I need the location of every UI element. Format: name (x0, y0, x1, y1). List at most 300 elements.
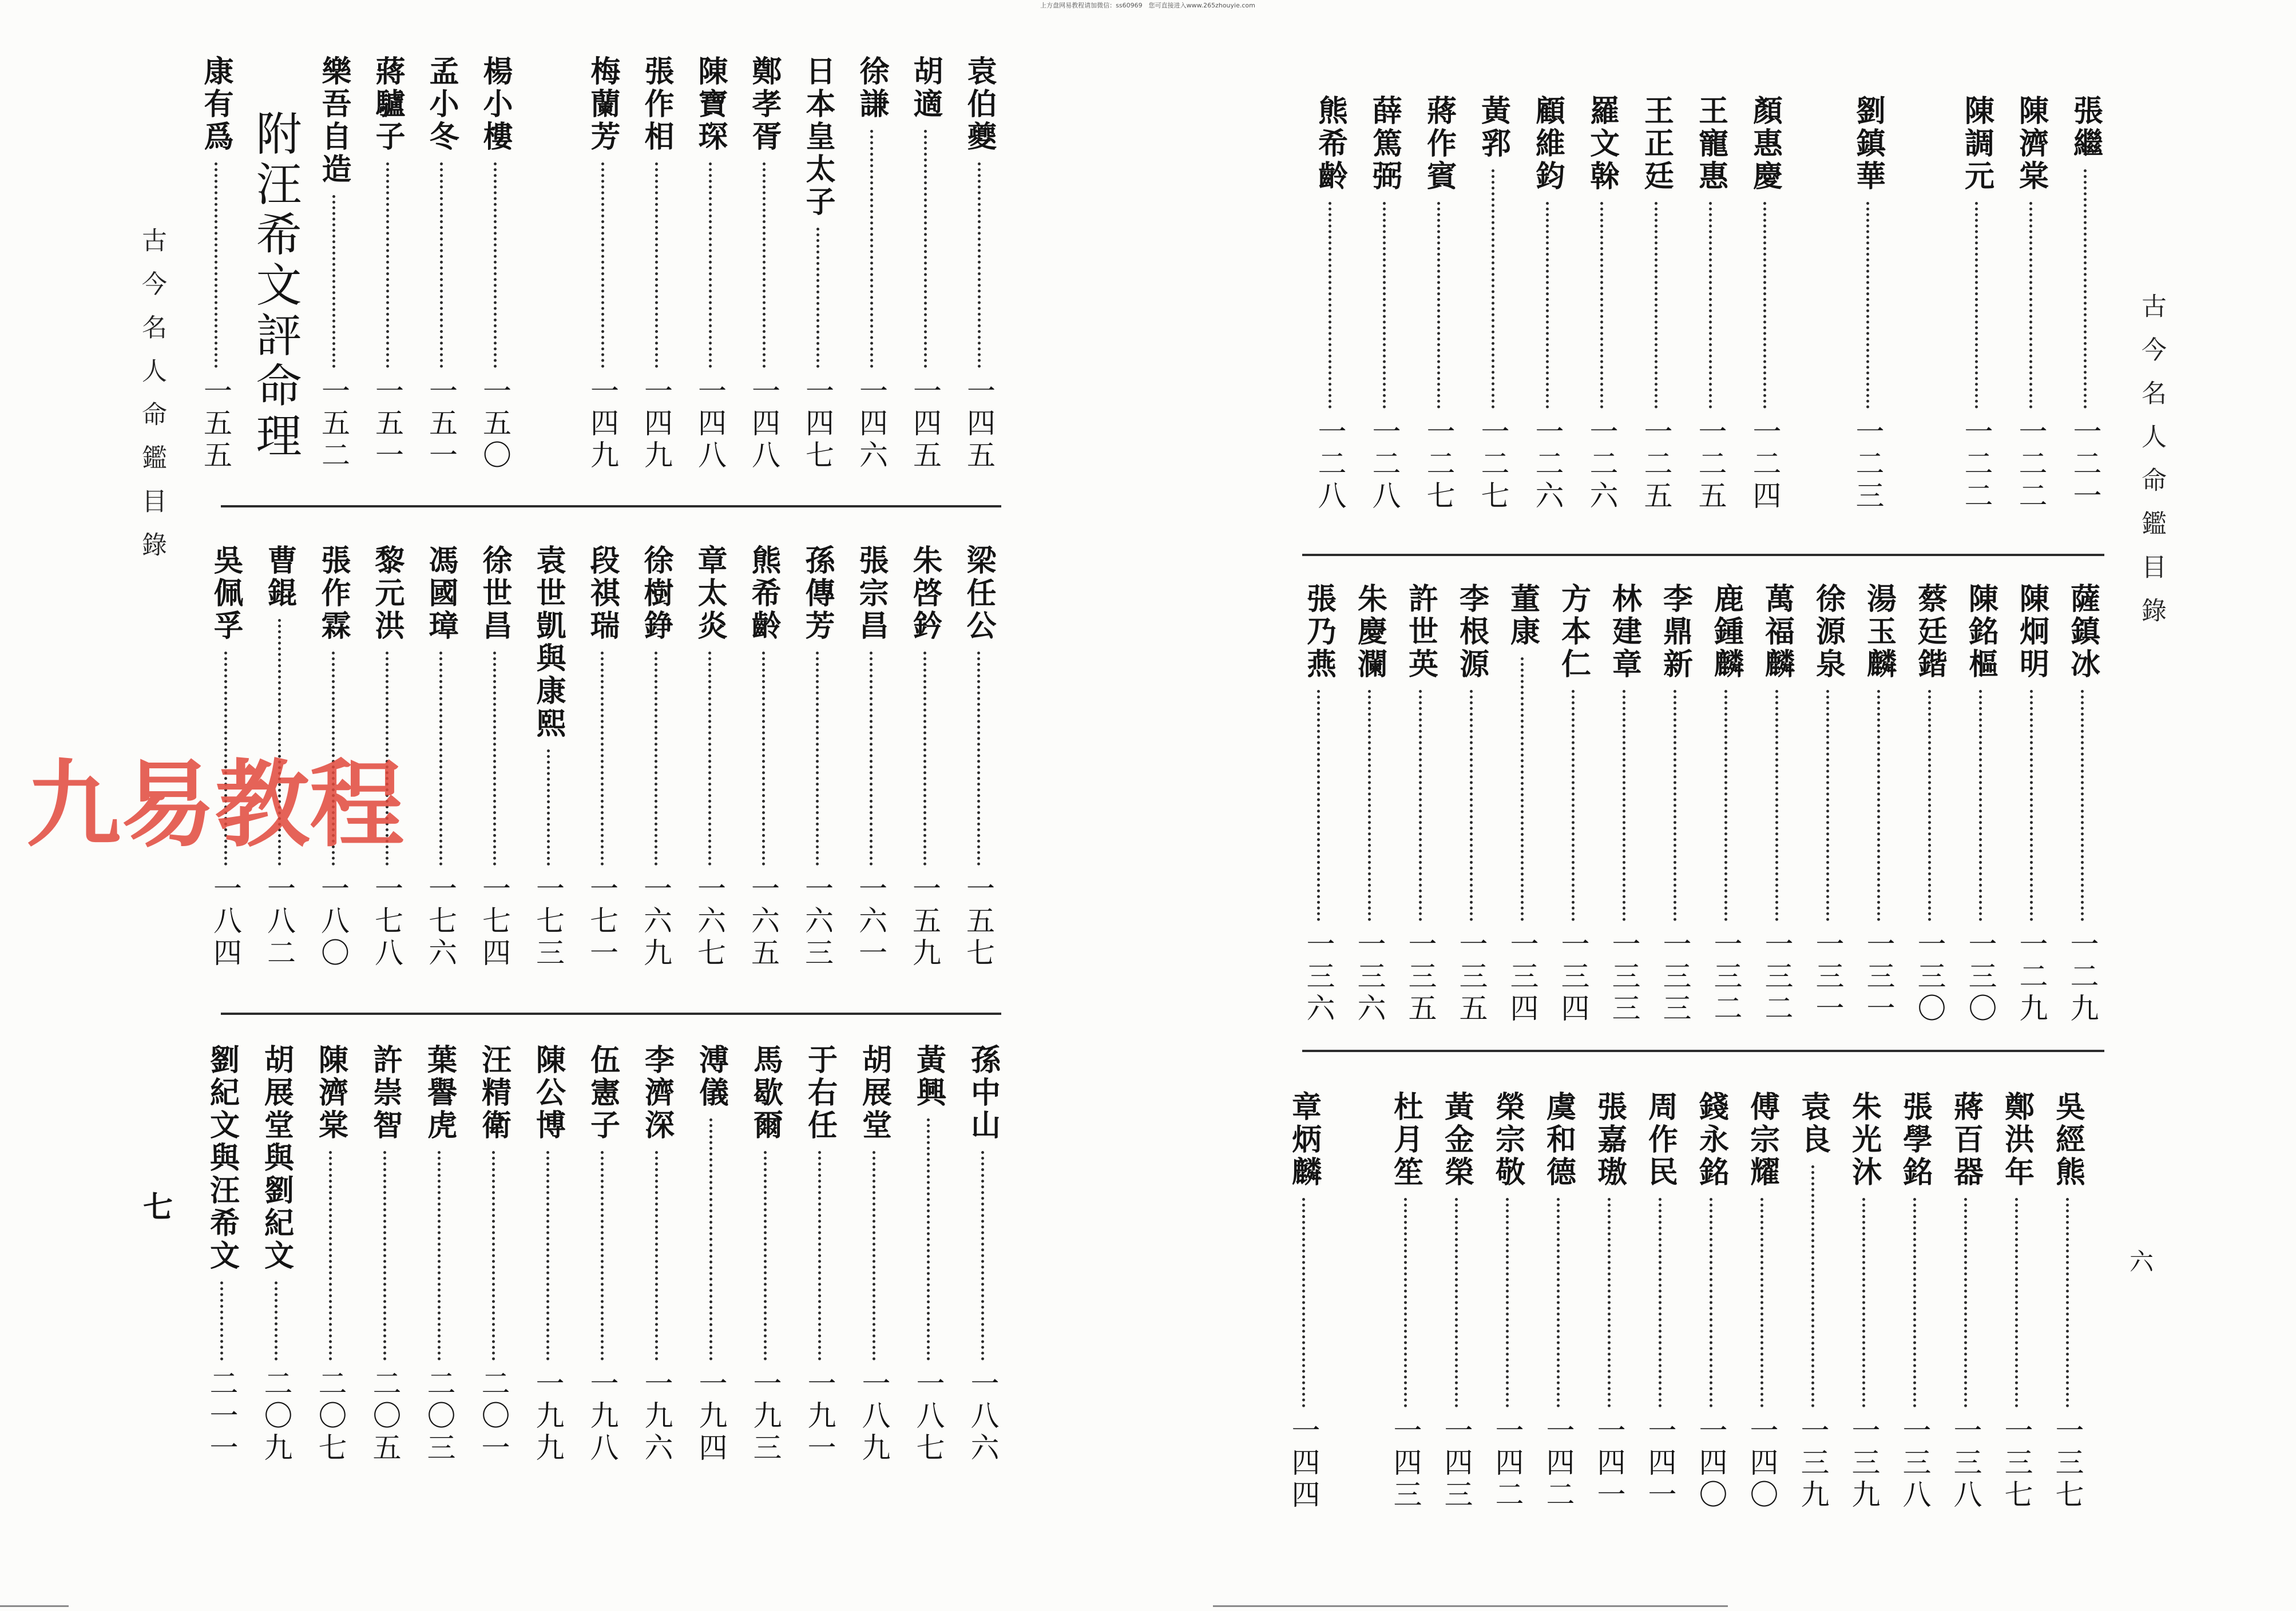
entry-name: 于右任 (802, 1044, 838, 1142)
entry-name: 樂吾自造 (316, 55, 351, 186)
entry-page-number: 一二九 (2015, 929, 2048, 1025)
toc-section (195, 1044, 1010, 1465)
entry-page-number: 一三三 (1607, 929, 1641, 1025)
toc-entry (360, 55, 414, 472)
leader-dots (383, 1151, 386, 1360)
running-title: 古今名人命鑑目錄 (2137, 293, 2166, 641)
entry-name: 吳經熊 (2050, 1091, 2085, 1189)
entry-page-number: 一二四 (1748, 416, 1782, 513)
entry-page-number: 二〇九 (259, 1368, 293, 1465)
toc-entry (1838, 1091, 1889, 1511)
entry-name: 李根源 (1454, 583, 1489, 681)
toc-entry (1482, 1091, 1533, 1511)
entry-page-number: 一三七 (2051, 1415, 2084, 1511)
toc-entry (629, 55, 683, 472)
entry-page-number: 一六七 (693, 874, 726, 970)
leader-dots (275, 1281, 277, 1360)
entry-name: 劉鎮華 (1850, 95, 1886, 193)
toc-entry (790, 545, 844, 970)
entry-name: 袁伯夔 (962, 55, 997, 153)
toc-entry (1599, 583, 1649, 1025)
leader-dots (1608, 1198, 1611, 1407)
leader-dots (1383, 202, 1386, 408)
running-title: 古今名人命鑑目錄 (137, 227, 166, 575)
entry-name: 孟小冬 (424, 55, 459, 153)
toc-entry (684, 1044, 738, 1465)
toc-entry (738, 1044, 792, 1465)
section-divider (221, 1013, 1001, 1015)
entry-name: 陳炯明 (2014, 583, 2049, 681)
toc-entry (189, 55, 243, 472)
entry-name: 張乃燕 (1301, 583, 1337, 681)
leader-dots (978, 162, 981, 368)
toc-entry (1649, 583, 1700, 1025)
entry-name: 蔣驢子 (370, 55, 405, 153)
entry-page-number: 一七三 (532, 874, 565, 970)
entry-name: 馬歇爾 (748, 1044, 783, 1142)
leader-dots (981, 1151, 984, 1360)
entry-name: 湯玉麟 (1861, 583, 1897, 681)
toc-entry (1380, 1091, 1431, 1511)
entry-name: 鹿鍾麟 (1708, 583, 1744, 681)
toc-entry (1629, 95, 1683, 513)
toc-entry (467, 545, 521, 970)
entry-page-number: 一八四 (209, 874, 242, 970)
entry-name: 陳公博 (530, 1044, 566, 1142)
entry-name: 榮宗敬 (1490, 1091, 1525, 1189)
leader-dots (870, 652, 873, 866)
entry-name: 許世英 (1403, 583, 1438, 681)
entry-name: 孫中山 (965, 1044, 1001, 1142)
entry-name: 張作相 (639, 55, 674, 153)
leader-dots (2029, 202, 2032, 408)
entry-page-number: 一七一 (585, 874, 618, 970)
leader-dots (1600, 202, 1603, 408)
entry-page-number: 一二三 (1851, 416, 1885, 513)
entry-name: 王寵惠 (1693, 95, 1728, 193)
entry-page-number: 一四三 (1440, 1415, 1473, 1511)
entry-name: 梅蘭芳 (585, 55, 620, 153)
entry-page-number: 一九九 (531, 1368, 565, 1465)
entry-page-number: 一四五 (909, 376, 942, 472)
entry-page-number: 一九三 (748, 1368, 782, 1465)
toc-entry (1446, 583, 1497, 1025)
toc-entry (1533, 1091, 1584, 1511)
leader-dots (1709, 202, 1712, 408)
entry-name: 薩鎮冰 (2065, 583, 2100, 681)
entry-page-number: 一五二 (317, 376, 350, 472)
leader-dots (1492, 169, 1494, 408)
toc-heading (243, 55, 307, 472)
entry-page-number: 一七六 (424, 874, 457, 970)
section-divider (1302, 1050, 2104, 1052)
entry-page-number: 一二五 (1694, 416, 1727, 513)
scan-header-note: 上方盘网易教程请加微信：ss60969 您可直接进入www.265zhouyie.com (1040, 2, 1255, 9)
toc-section (1303, 95, 2112, 513)
toc-entry (1802, 583, 1853, 1025)
toc-entry (1955, 583, 2006, 1025)
toc-entry (1841, 95, 1895, 513)
toc-entry (955, 1044, 1010, 1465)
entry-name: 康有爲 (199, 55, 233, 153)
toc-entry (898, 55, 952, 472)
leader-dots (329, 1151, 332, 1360)
leader-dots (601, 1151, 604, 1360)
entry-page-number: 一八九 (857, 1368, 891, 1465)
entry-name: 胡展堂 (856, 1044, 892, 1142)
toc-entry (1751, 583, 1802, 1025)
entry-name: 陳銘樞 (1963, 583, 1998, 681)
entry-page-number: 一九六 (640, 1368, 673, 1465)
entry-name: 林建章 (1607, 583, 1642, 681)
entry-name: 蔣百器 (1948, 1091, 1984, 1189)
leader-dots (2015, 1198, 2018, 1407)
entry-page-number: 一三五 (1403, 929, 1437, 1025)
entry-name: 葉譽虎 (422, 1044, 457, 1142)
entry-name: 張繼 (2068, 95, 2103, 160)
entry-name: 段祺瑞 (585, 545, 620, 642)
leader-dots (215, 162, 217, 368)
section-divider (221, 505, 1001, 507)
toc-entry (1395, 583, 1446, 1025)
entry-page-number: 一四八 (693, 376, 727, 472)
entry-page-number: 一六五 (747, 874, 780, 970)
entry-name: 薛篤弼 (1367, 95, 1402, 193)
heading-text: 附汪希文評命理 (248, 110, 302, 462)
entry-name: 鄭孝胥 (747, 55, 782, 153)
toc-entry (303, 1044, 358, 1465)
entry-page-number: 二一一 (205, 1368, 239, 1465)
entry-name: 徐源泉 (1810, 583, 1846, 681)
leader-dots (601, 652, 604, 866)
entry-name: 吳佩孚 (208, 545, 243, 642)
page-number: 七 (143, 1190, 173, 1225)
leader-dots (1724, 690, 1727, 921)
entry-page-number: 一八六 (966, 1368, 1000, 1465)
toc-entry (952, 55, 1006, 472)
toc-entry (307, 55, 360, 472)
entry-page-number: 一三三 (1658, 929, 1692, 1025)
leader-dots (439, 652, 442, 866)
toc-entry (2042, 1091, 2093, 1511)
entry-page-number: 一二九 (2065, 929, 2099, 1025)
toc-entry (1904, 583, 1955, 1025)
leader-dots (816, 228, 819, 368)
leader-dots (1623, 690, 1625, 921)
toc-entry (736, 545, 790, 970)
leader-dots (1655, 202, 1657, 408)
toc-entry (2006, 583, 2057, 1025)
toc-entry (521, 1044, 575, 1465)
entry-name: 楊小樓 (478, 55, 513, 153)
entry-page-number: 一三八 (1949, 1415, 1982, 1511)
leader-dots (1760, 1198, 1763, 1407)
toc-entry (1991, 1091, 2042, 1511)
leader-dots (601, 162, 604, 368)
leader-dots (1506, 1198, 1509, 1407)
entry-page-number: 一九四 (694, 1368, 728, 1465)
toc-entry (414, 545, 467, 970)
entry-name: 李濟深 (639, 1044, 675, 1142)
entry-page-number: 一二六 (1585, 416, 1619, 513)
toc-entry (901, 1044, 955, 1465)
entry-page-number: 一三六 (1353, 929, 1386, 1025)
toc-entry (629, 1044, 684, 1465)
toc-entry (1683, 95, 1738, 513)
toc-entry (1548, 583, 1599, 1025)
entry-page-number: 一四八 (747, 376, 780, 472)
entry-page-number: 一四〇 (1694, 1415, 1728, 1511)
toc-entry (1787, 1091, 1838, 1511)
entry-name: 張學銘 (1897, 1091, 1933, 1189)
entry-name: 蔡廷鍇 (1912, 583, 1948, 681)
entry-name: 羅文榦 (1584, 95, 1620, 193)
entry-name: 朱慶瀾 (1352, 583, 1387, 681)
entry-name: 黃興 (911, 1044, 946, 1109)
toc-entry (2057, 583, 2108, 1025)
leader-dots (492, 1151, 495, 1360)
entry-page-number: 一八七 (911, 1368, 945, 1465)
entry-name: 張宗昌 (854, 545, 889, 642)
entry-name: 日本皇太子 (800, 55, 835, 219)
leader-dots (655, 162, 658, 368)
entry-page-number: 一四七 (801, 376, 834, 472)
leader-dots (873, 1151, 875, 1360)
entry-page-number: 一四一 (1592, 1415, 1626, 1511)
toc-entry (468, 55, 522, 472)
toc-entry (1293, 583, 1344, 1025)
scan-edge-line (1213, 1605, 1728, 1607)
leader-dots (1368, 690, 1371, 921)
toc-entry (575, 1044, 629, 1465)
leader-dots (2081, 690, 2084, 921)
toc-entry (1889, 1091, 1940, 1511)
toc-entry (1344, 583, 1395, 1025)
toc-entry (951, 545, 1005, 970)
entry-page-number: 一九一 (803, 1368, 836, 1465)
entry-page-number: 一七四 (478, 874, 511, 970)
entry-page-number: 一二六 (1530, 416, 1564, 513)
leader-dots (1572, 690, 1575, 921)
entry-page-number: 一五五 (199, 376, 232, 472)
entry-name: 袁良 (1795, 1091, 1831, 1156)
toc-entry (358, 1044, 412, 1465)
toc-entry (898, 545, 951, 970)
entry-name: 傅宗耀 (1744, 1091, 1780, 1189)
entry-name: 胡展堂與劉紀文 (259, 1044, 294, 1272)
leader-dots (440, 162, 443, 368)
toc-entry (683, 55, 737, 472)
leader-dots (1866, 202, 1869, 408)
entry-page-number: 一四二 (1541, 1415, 1575, 1511)
toc-entry (249, 1044, 303, 1465)
leader-dots (2030, 690, 2033, 921)
entry-page-number: 一三一 (1811, 929, 1845, 1025)
entry-page-number: 一五九 (908, 874, 941, 970)
leader-dots (924, 130, 927, 368)
toc-entry (1853, 583, 1904, 1025)
leader-dots (709, 162, 712, 368)
entry-page-number: 一五一 (371, 376, 404, 472)
toc-entry (195, 1044, 249, 1465)
leader-dots (2084, 169, 2087, 408)
entry-name: 黎元洪 (370, 545, 405, 642)
entry-name: 董康 (1505, 583, 1540, 648)
entry-name: 徐世昌 (477, 545, 512, 642)
toc-entry (737, 55, 791, 472)
entry-name: 汪精衛 (476, 1044, 511, 1142)
toc-entry (575, 545, 629, 970)
leader-dots (1710, 1198, 1712, 1407)
toc-entry (1303, 95, 1357, 513)
toc-section (1293, 583, 2108, 1025)
entry-page-number: 一三四 (1556, 929, 1590, 1025)
entry-page-number: 一二七 (1422, 416, 1456, 513)
entry-name: 方本仁 (1556, 583, 1591, 681)
toc-entry (1738, 95, 1792, 513)
leader-dots (220, 1281, 223, 1360)
leader-dots (764, 1151, 767, 1360)
leader-dots (332, 195, 335, 368)
entry-page-number: 一六九 (639, 874, 672, 970)
toc-entry (844, 55, 898, 472)
toc-entry (1357, 95, 1411, 513)
entry-page-number: 一四五 (962, 376, 996, 472)
leader-dots (2066, 1198, 2069, 1407)
entry-name: 錢永銘 (1694, 1091, 1729, 1189)
entry-page-number: 一三四 (1505, 929, 1539, 1025)
entry-page-number: 二〇三 (422, 1368, 456, 1465)
entry-name: 熊希齡 (746, 545, 781, 642)
leader-dots (923, 652, 926, 866)
toc-entry (576, 55, 629, 472)
toc-entry (629, 545, 683, 970)
entry-page-number: 一三八 (1898, 1415, 1932, 1511)
entry-name: 黃郛 (1476, 95, 1511, 160)
entry-page-number: 一三一 (1862, 929, 1896, 1025)
entry-page-number: 一三六 (1302, 929, 1335, 1025)
leader-dots (977, 652, 980, 866)
leader-dots (386, 162, 389, 368)
leader-dots (1775, 690, 1778, 921)
entry-name: 孫傳芳 (800, 545, 835, 642)
entry-page-number: 一六一 (854, 874, 887, 970)
entry-name: 顧維鈞 (1530, 95, 1565, 193)
leader-dots (1557, 1198, 1560, 1407)
leader-dots (1470, 690, 1473, 921)
leader-dots (1674, 690, 1676, 921)
leader-dots (1763, 202, 1766, 408)
toc-entry (1949, 95, 2004, 513)
entry-page-number: 一四三 (1389, 1415, 1422, 1511)
leader-dots (1975, 202, 1978, 408)
leader-dots (547, 749, 550, 866)
entry-page-number: 一四四 (1287, 1415, 1321, 1511)
entry-page-number: 一五一 (425, 376, 458, 472)
entry-name: 陳調元 (1959, 95, 1994, 193)
toc-entry (1575, 95, 1629, 513)
leader-dots (1811, 1165, 1814, 1407)
entry-page-number: 一四二 (1490, 1415, 1524, 1511)
entry-name: 王正廷 (1639, 95, 1674, 193)
entry-name: 虞和德 (1541, 1091, 1576, 1189)
entry-name: 許崇智 (367, 1044, 403, 1142)
entry-page-number: 一二八 (1367, 416, 1401, 513)
entry-name: 馮國璋 (423, 545, 458, 642)
entry-page-number: 一二七 (1476, 416, 1510, 513)
entry-page-number: 二〇一 (477, 1368, 510, 1465)
entry-page-number: 一三九 (1847, 1415, 1881, 1511)
entry-page-number: 一九八 (585, 1368, 619, 1465)
leader-dots (1521, 657, 1524, 921)
leader-dots (709, 1118, 712, 1360)
leader-dots (493, 652, 496, 866)
entry-page-number: 一三五 (1454, 929, 1488, 1025)
entry-name: 朱光沐 (1846, 1091, 1882, 1189)
leader-dots (1455, 1198, 1458, 1407)
entry-page-number: 一二八 (1313, 416, 1347, 513)
entry-page-number: 一三九 (1796, 1415, 1830, 1511)
toc-entry (792, 1044, 847, 1465)
toc-section (189, 55, 1006, 472)
section-divider (1302, 554, 2104, 556)
toc-entry (683, 545, 736, 970)
leader-dots (1329, 202, 1331, 408)
entry-page-number: 一四九 (586, 376, 619, 472)
entry-name: 朱啓鈐 (907, 545, 942, 642)
entry-page-number: 一三二 (1709, 929, 1743, 1025)
leader-dots (546, 1151, 549, 1360)
entry-page-number: 一七八 (370, 874, 403, 970)
leader-dots (1419, 690, 1422, 921)
entry-name: 溥儀 (693, 1044, 729, 1109)
leader-dots (762, 652, 765, 866)
entry-page-number: 一三〇 (1913, 929, 1946, 1025)
entry-name: 胡適 (908, 55, 943, 121)
entry-page-number: 一二一 (2068, 416, 2102, 513)
leader-dots (763, 162, 766, 368)
entry-name: 杜月笙 (1388, 1091, 1423, 1189)
entry-name: 蔣作賓 (1421, 95, 1457, 193)
entry-name: 劉紀文與汪希文 (204, 1044, 240, 1272)
scan-edge-line (0, 1605, 69, 1607)
entry-name: 黃金榮 (1439, 1091, 1474, 1189)
entry-page-number: 一八〇 (316, 874, 350, 970)
toc-entry (412, 1044, 466, 1465)
entry-page-number: 一二二 (1960, 416, 1993, 513)
entry-name: 曹錕 (262, 545, 297, 610)
toc-entry (1466, 95, 1520, 513)
entry-name: 章太炎 (692, 545, 727, 642)
leader-dots (1404, 1198, 1407, 1407)
toc-entry (1411, 95, 1466, 513)
entry-name: 周作民 (1643, 1091, 1678, 1189)
toc-entry (844, 545, 898, 970)
toc-entry (2058, 95, 2112, 513)
leader-dots (1979, 690, 1982, 921)
entry-page-number: 一四九 (640, 376, 673, 472)
leader-dots (1913, 1198, 1916, 1407)
entry-page-number: 一三二 (1760, 929, 1794, 1025)
entry-page-number: 一三七 (2000, 1415, 2033, 1511)
toc-entry (1520, 95, 1575, 513)
toc-entry (791, 55, 844, 472)
leader-dots (870, 130, 873, 368)
entry-page-number: 一四六 (855, 376, 888, 472)
leader-dots (1826, 690, 1829, 921)
entry-name: 袁世凱與康熙 (531, 545, 566, 740)
page-number: 六 (2130, 1248, 2154, 1276)
